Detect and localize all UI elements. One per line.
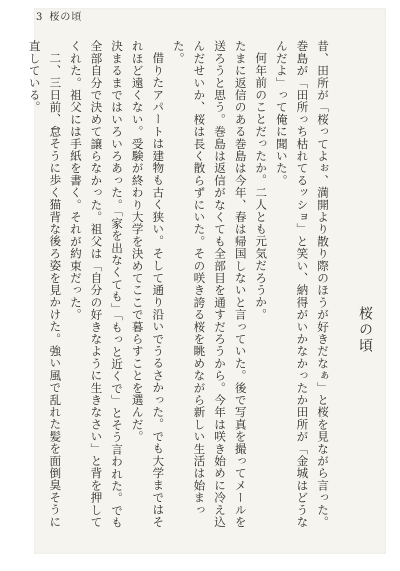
paragraph: 昔、田所が「桜ってよぉ、満開より散り際のほうが好きだなぁ」と桜を見ながら言った。巻島が「田所っち枯れてるッショ」と笑い、納得がいかなかったか田所が「金城はどうなんだよ」って俺に聞いた。 — [274, 40, 330, 528]
paragraph: 決まるまではいろいろあった。「家を出なくても」「もっと近くで」とそう言われた。でも全部自分で決めて譲らなかった。祖父は「自分の好きなように生きなさい」と背を押してくれた。祖父には手紙を書く。それが約束だった。 — [68, 40, 125, 529]
chapter-title: 桜の頃 — [357, 306, 373, 354]
page-number: 3 — [36, 12, 44, 23]
paragraph: 何年前のことだったか。二人とも元気だろうか。 — [254, 51, 269, 320]
paragraph: 二、三日前、怠そうに歩く猫背な後ろ姿を見かけた。強い風で乱れた髪を面倒臭そうに直している。 — [27, 40, 63, 528]
body-text — [27, 40, 333, 535]
running-header — [36, 8, 82, 23]
running-title: 桜の頃 — [49, 12, 83, 23]
paragraph: 借りたアパートは建物も古く狭い。そして通り沿いでうるさかった。でも大学まではそれほど遠くない。受験が終わり大学を決めてここで暮らすことを選んだ。 — [130, 40, 166, 528]
paragraph: たまに返信のある巻島は今年、春は帰国しないと言っていた。後で写真を撮ってメールを送ろうと思う。巻島は返信がなくても全部目を通すだろうから。今年は咲き始めに冷え込んだせいか、桜は長く散らずにいた。その咲き誇る桜を眺めながら新しい生活は始まった。 — [171, 40, 248, 528]
